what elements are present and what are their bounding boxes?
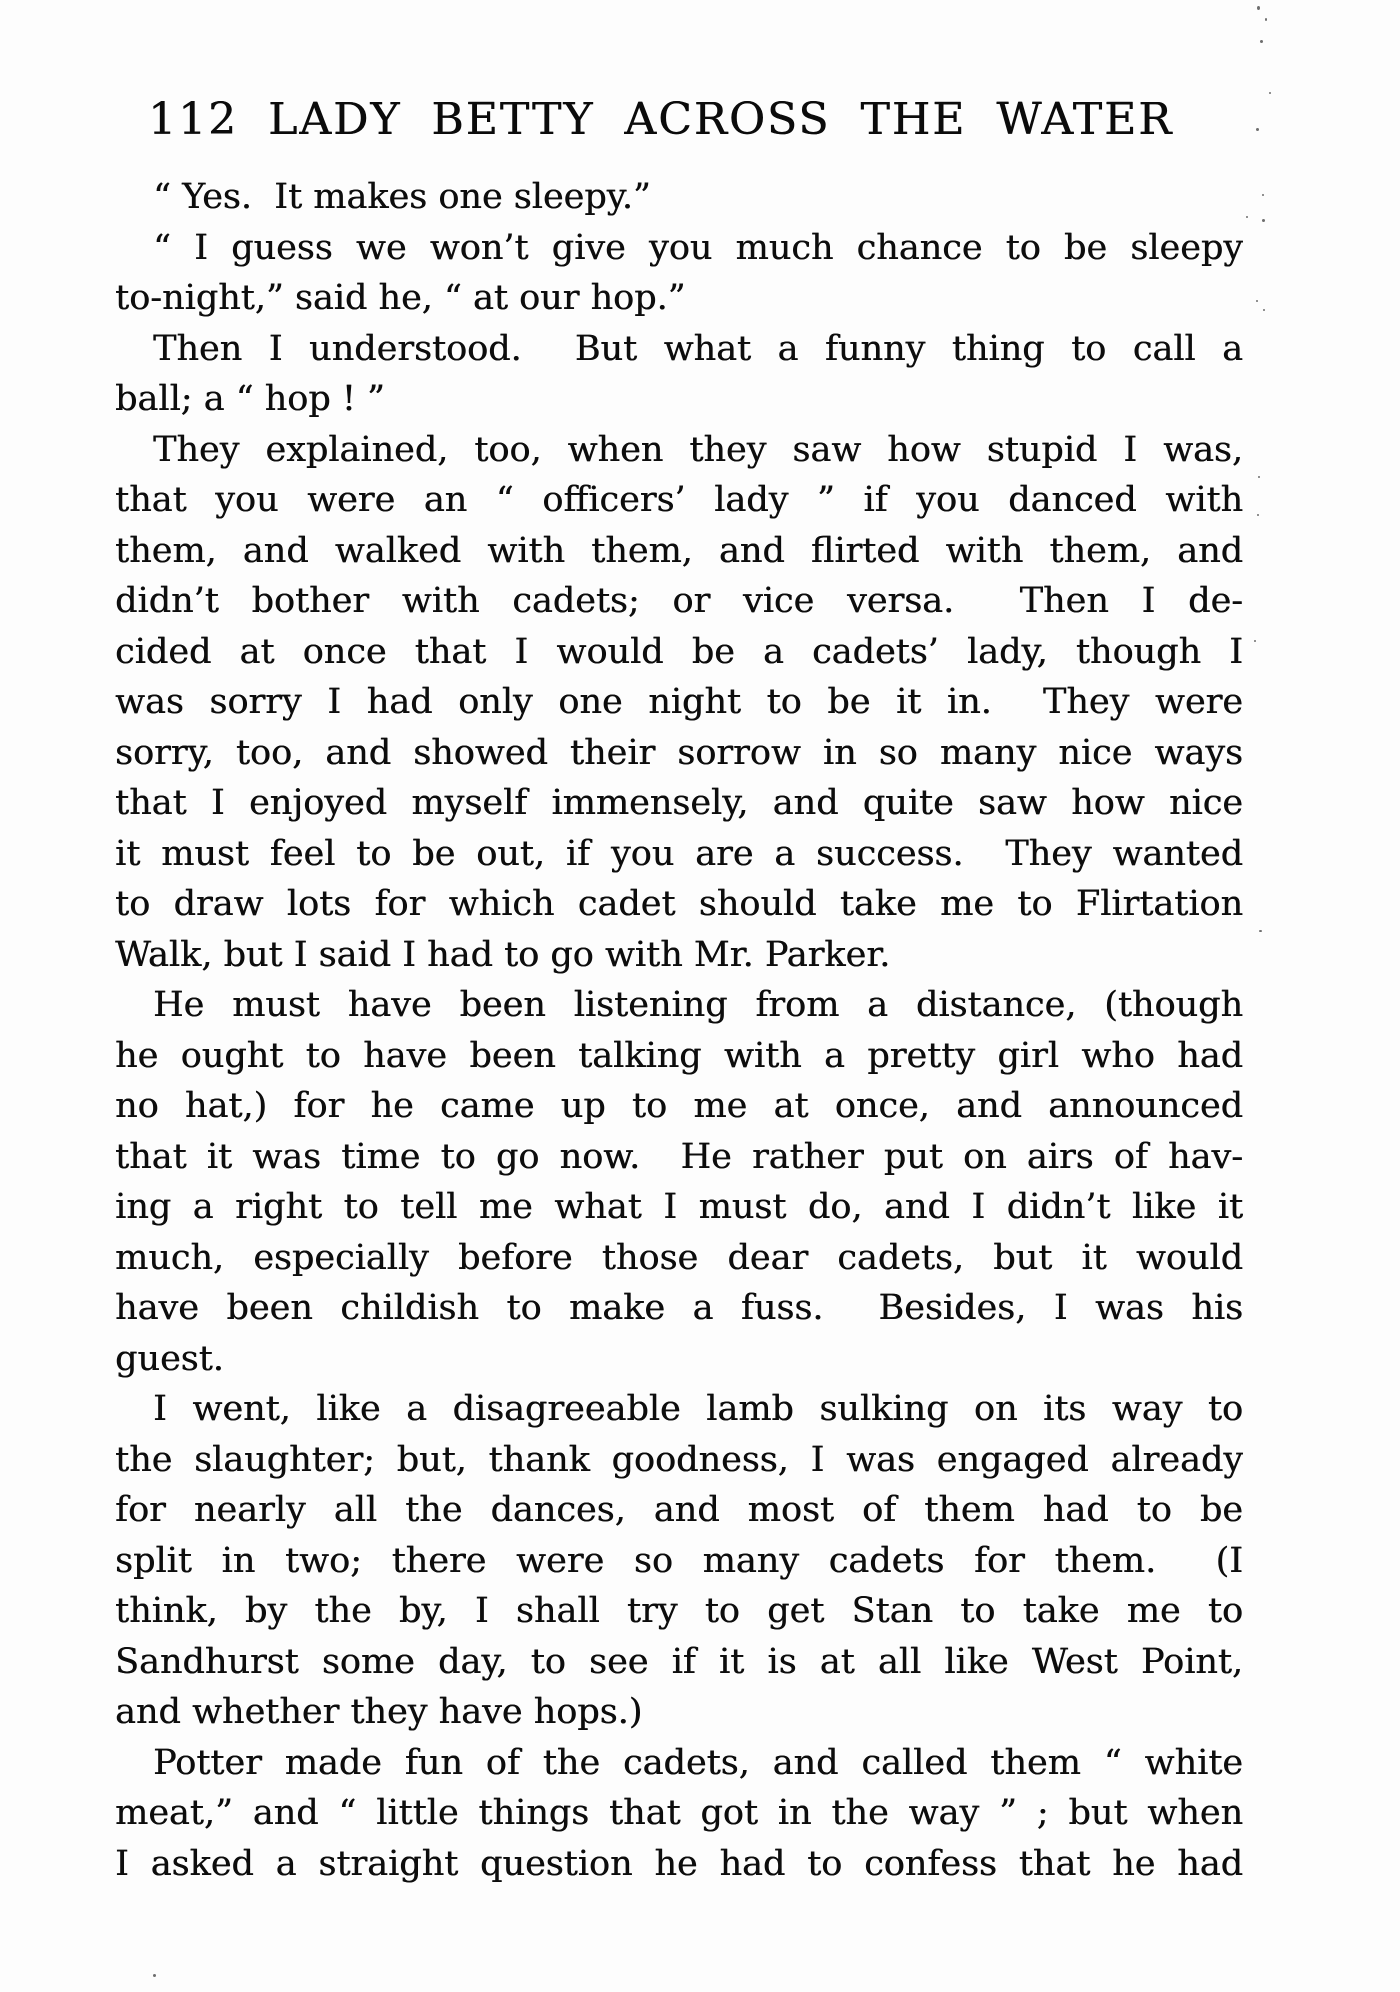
page-header	[148, 94, 1174, 145]
scan-speck	[1256, 300, 1258, 302]
text-line: to-night,” said he, “ at our hop.”	[115, 278, 686, 318]
scan-speck	[1258, 476, 1260, 478]
text-line: I went, like a disagreeable lamb sulking on its way to	[153, 1389, 1243, 1429]
text-line: meat,” and “ little things that got in the way ” ; but when	[115, 1793, 1243, 1833]
text-line: didn’t bother with cadets; or vice versa. Then I de-	[115, 581, 1243, 621]
scan-speck	[1262, 219, 1265, 222]
text-line: them, and walked with them, and flirted with them, and	[115, 530, 1243, 571]
text-line: much, especially before those dear cadets, but it would	[115, 1237, 1243, 1278]
text-line: that I enjoyed myself immensely, and quite saw how nice	[115, 783, 1243, 823]
page-text-block	[115, 172, 1243, 1889]
text-line: for nearly all the dances, and most of them had to be	[115, 1490, 1243, 1530]
scan-speck	[1259, 930, 1262, 932]
text-line: the slaughter; but, thank goodness, I was engaged already	[115, 1439, 1243, 1480]
text-line: guest.	[115, 1338, 224, 1379]
scan-speck	[1246, 216, 1248, 218]
scan-speck	[1256, 128, 1259, 131]
text-line: Then I understood. But what a funny thing to call a	[153, 328, 1243, 369]
scan-speck	[1265, 18, 1267, 21]
scan-speck	[1257, 6, 1260, 10]
text-line: split in two; there were so many cadets for them. (I	[115, 1540, 1243, 1581]
text-line: he ought to have been talking with a pretty girl who had	[115, 1035, 1243, 1076]
text-line: that you were an “ officers’ lady ” if you danced with	[115, 480, 1243, 520]
scan-speck	[1269, 92, 1271, 94]
text-line: ing a right to tell me what I must do, and I didn’t like it	[115, 1187, 1243, 1227]
scan-speck	[1257, 514, 1259, 516]
running-title: LADY BETTY ACROSS THE WATER	[267, 94, 1174, 145]
scan-speck	[1254, 640, 1256, 642]
text-line: it must feel to be out, if you are a success. They wanted	[115, 833, 1243, 874]
scan-speck	[1263, 309, 1265, 311]
text-line: “ I guess we won’t give you much chance to be sleepy	[153, 227, 1243, 268]
text-line: have been childish to make a fuss. Besides, I was his	[115, 1288, 1243, 1328]
scan-speck	[1262, 194, 1264, 196]
text-line: “ Yes. It makes one sleepy.”	[153, 177, 651, 217]
text-line: Sandhurst some day, to see if it is at all like West Point,	[115, 1641, 1243, 1682]
text-line: think, by the by, I shall try to get Stan to take me to	[115, 1591, 1243, 1631]
text-line: Walk, but I said I had to go with Mr. Parker.	[115, 934, 891, 975]
scan-speck	[1260, 40, 1263, 43]
text-line: cided at once that I would be a cadets’ lady, though I	[115, 631, 1243, 672]
page-number: 112	[148, 94, 238, 145]
text-line: no hat,) for he came up to me at once, and announced	[115, 1086, 1243, 1126]
scan-speck	[153, 1974, 156, 1977]
text-line: They explained, too, when they saw how stupid I was,	[153, 429, 1243, 470]
text-line: was sorry I had only one night to be it in. They were	[115, 682, 1243, 722]
text-line: that it was time to go now. He rather put on airs of hav-	[115, 1136, 1243, 1177]
text-line: to draw lots for which cadet should take me to Flirtation	[115, 884, 1243, 924]
text-line: I asked a straight question he had to confess that he had	[115, 1843, 1243, 1884]
text-line: ball; a “ hop ! ”	[115, 379, 385, 419]
text-line: Potter made fun of the cadets, and called them “ white	[153, 1742, 1243, 1783]
text-line: He must have been listening from a distance, (though	[153, 985, 1243, 1025]
text-line: sorry, too, and showed their sorrow in so many nice ways	[115, 732, 1243, 773]
text-line: and whether they have hops.)	[115, 1692, 643, 1732]
